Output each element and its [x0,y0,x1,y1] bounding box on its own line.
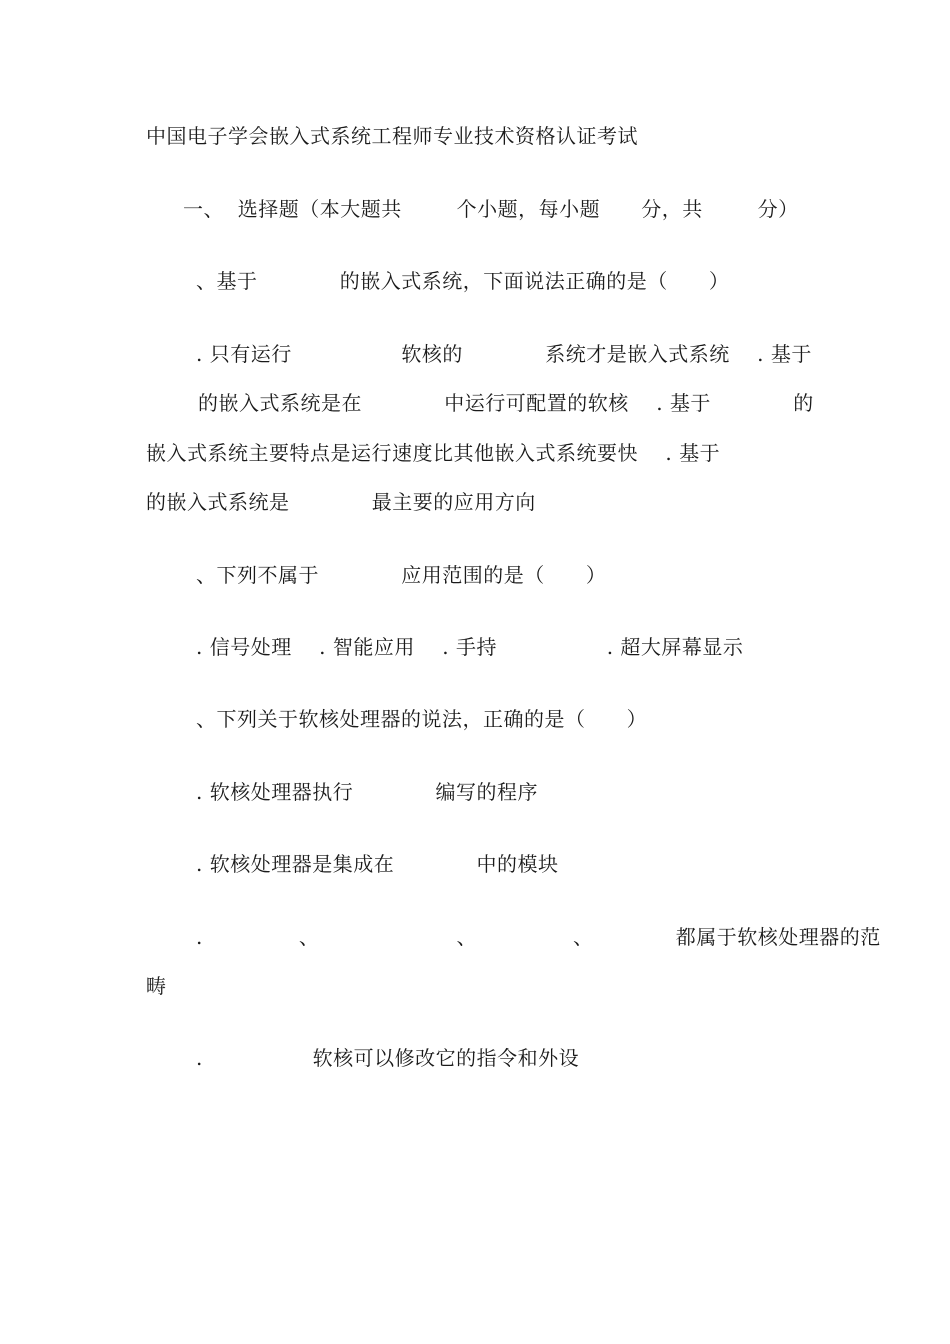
question-1-text-line-2: 的嵌入式系统是在 中运行可配置的软核 . 基于 的 [198,391,814,415]
question-3-option-c-line-1: . 、 、 、 都属于软核处理器的范 [196,925,881,949]
question-3-option-a: . 软核处理器执行 编写的程序 [196,780,539,804]
question-2-options: . 信号处理 . 智能应用 . 手持 . 超大屏幕显示 [196,635,744,659]
question-3-option-d: . 软核可以修改它的指令和外设 [196,1046,580,1070]
question-3-option-c-line-2: 畴 [146,974,167,998]
question-1-text-line-3: 嵌入式系统主要特点是运行速度比其他嵌入式系统要快 . 基于 [146,441,721,465]
question-3-option-b: . 软核处理器是集成在 中的模块 [196,852,559,876]
question-1-text-line-1: . 只有运行 软核的 系统才是嵌入式系统 . 基于 [196,342,812,366]
question-2-stem: 、下列不属于 应用范围的是（ ） [196,563,607,587]
question-1-text-line-4: 的嵌入式系统是 最主要的应用方向 [146,490,536,514]
question-1-stem: 、基于 的嵌入式系统，下面说法正确的是（ ） [196,269,730,293]
section-heading: 一、 选择题（本大题共 个小题，每小题 分，共 分） [183,197,799,221]
question-3-stem: 、下列关于软核处理器的说法，正确的是（ ） [196,707,648,731]
document-title: 中国电子学会嵌入式系统工程师专业技术资格认证考试 [146,124,638,148]
